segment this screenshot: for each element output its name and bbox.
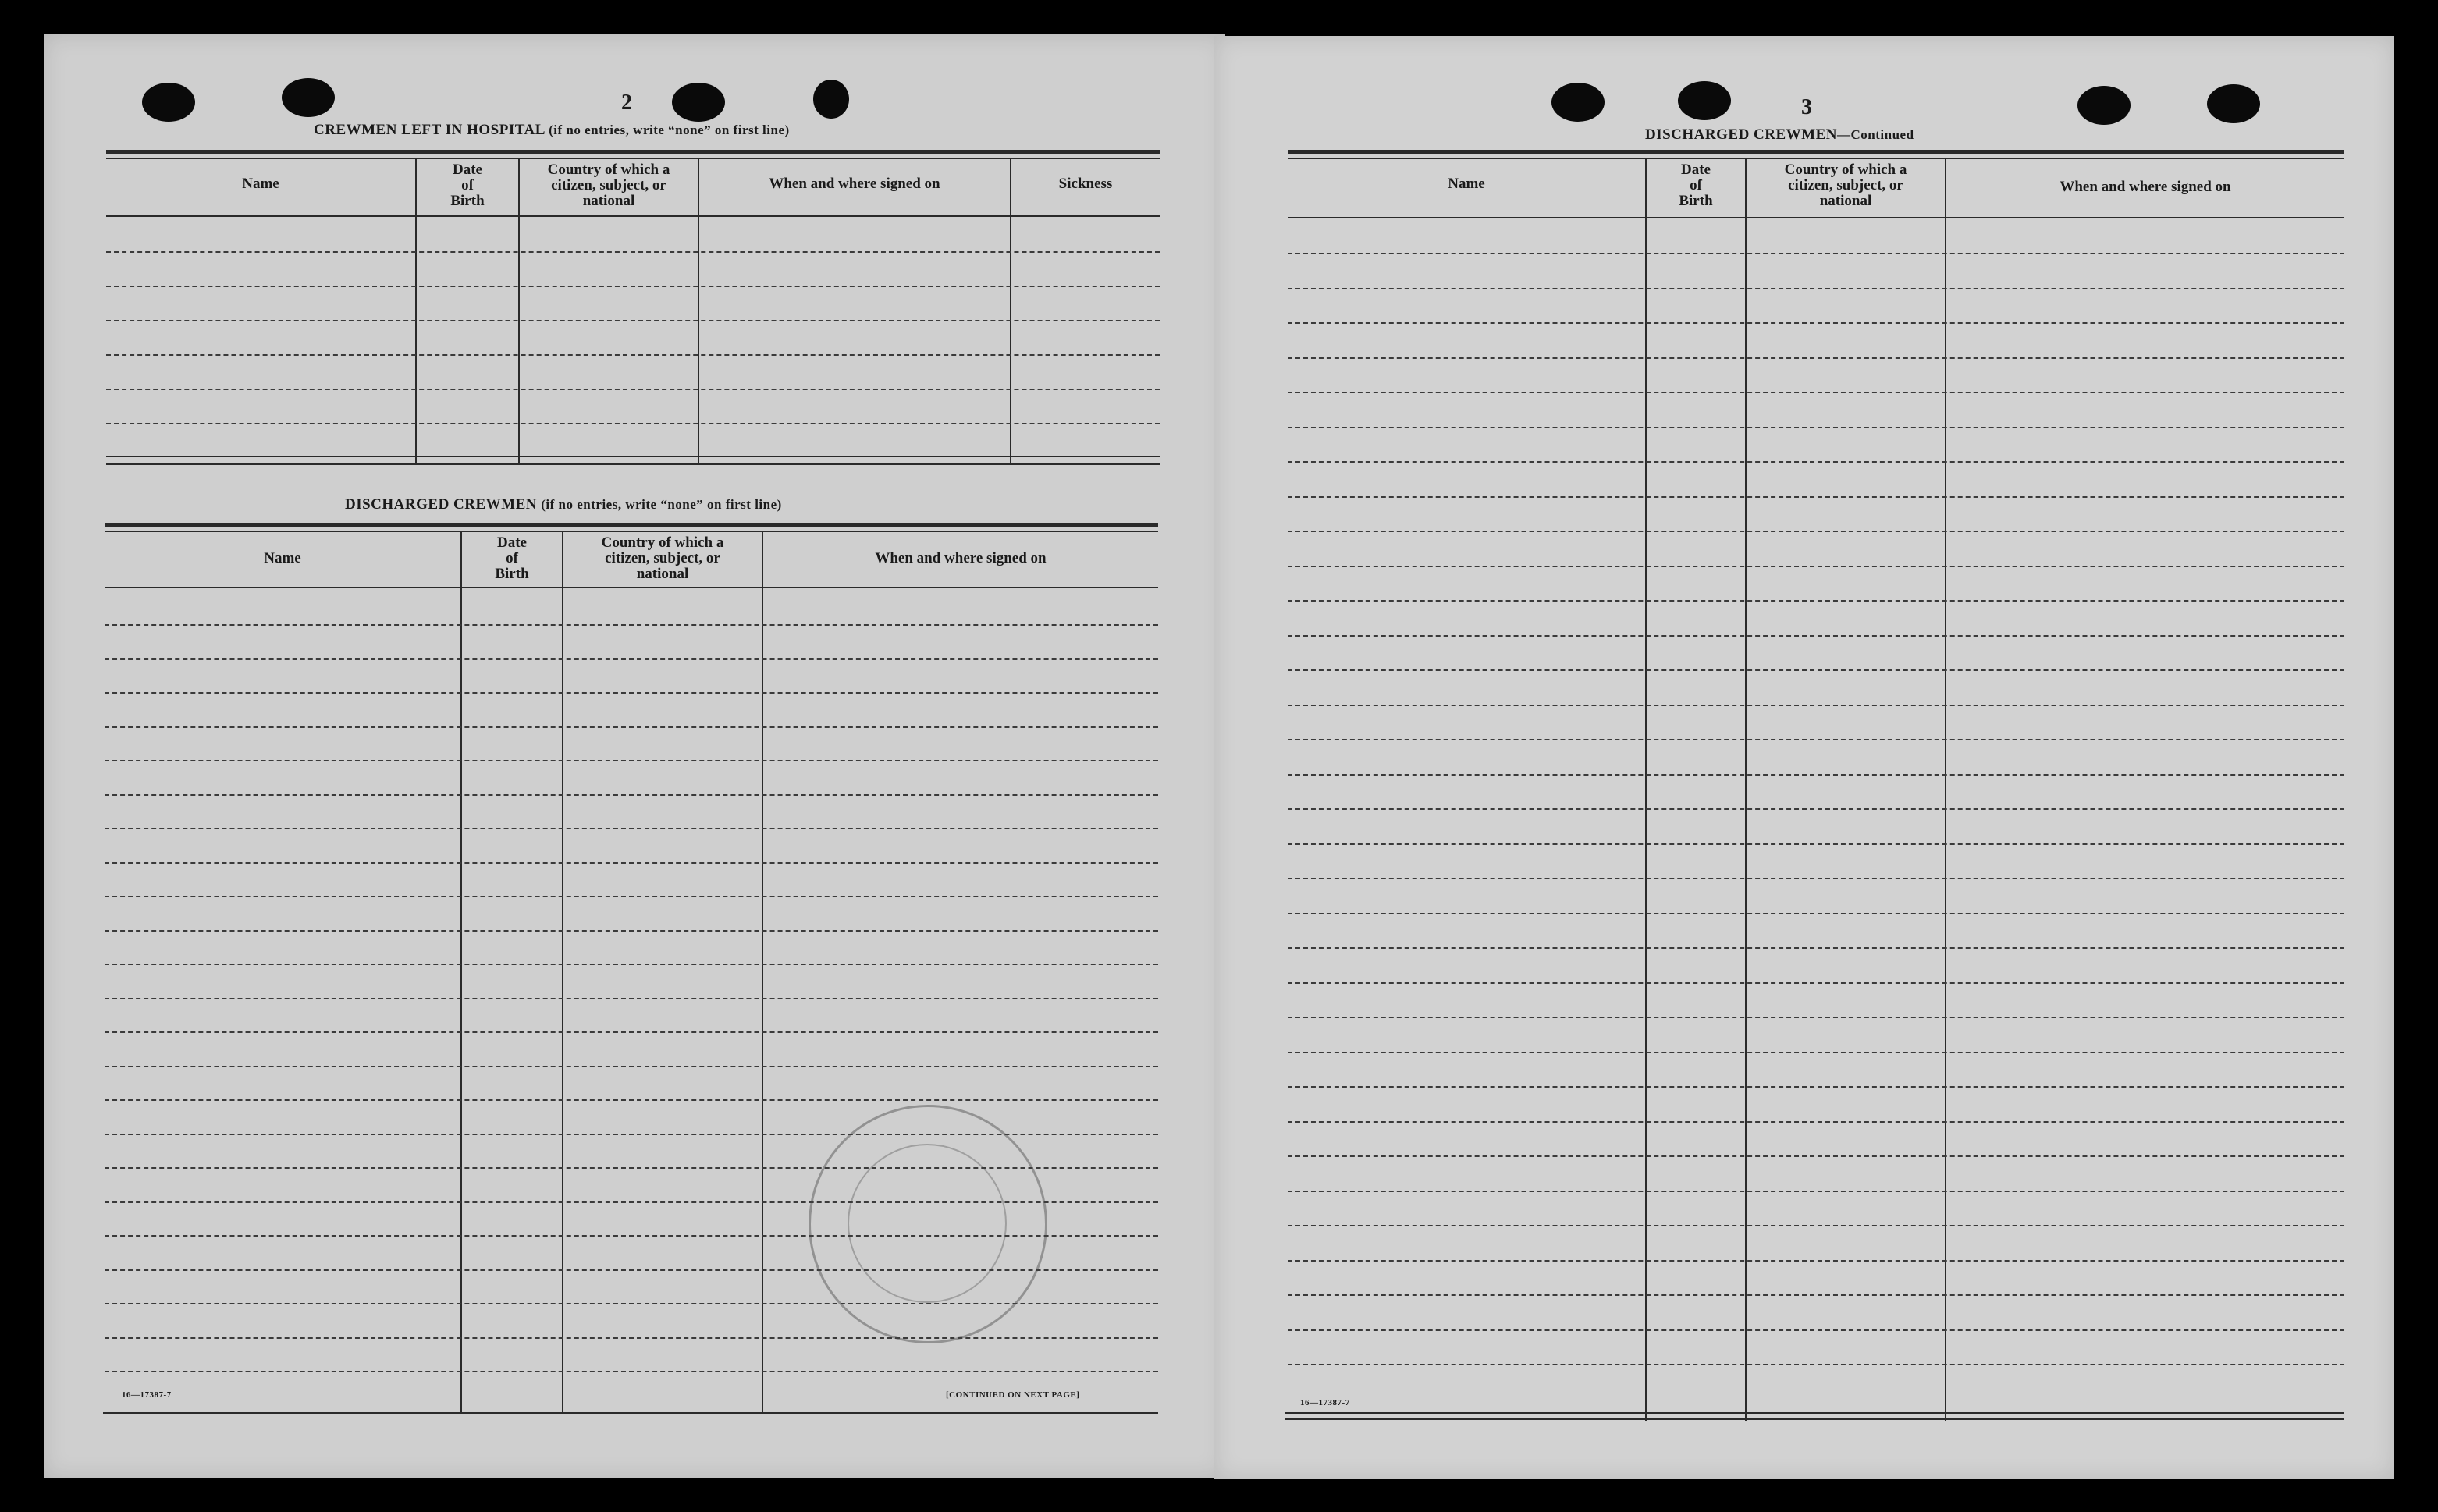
form-row-line bbox=[1288, 808, 2344, 810]
page-number: 3 bbox=[1801, 95, 1812, 119]
punch-hole bbox=[2207, 84, 2260, 123]
form-row-line bbox=[105, 998, 1158, 999]
page-number: 2 bbox=[621, 91, 632, 115]
form-row-line bbox=[105, 1337, 1158, 1339]
form-row-line bbox=[1288, 600, 2344, 602]
form-row-line bbox=[1288, 531, 2344, 532]
form-row-line bbox=[105, 828, 1158, 829]
form-row-line bbox=[1288, 1191, 2344, 1192]
form-row-line bbox=[105, 1371, 1158, 1372]
form-row-line bbox=[1288, 635, 2344, 637]
form-row-line bbox=[1288, 1260, 2344, 1262]
punch-hole bbox=[1678, 81, 1731, 120]
form-row-line bbox=[105, 692, 1158, 694]
form-row-line bbox=[1288, 357, 2344, 359]
form-row-line bbox=[105, 794, 1158, 796]
form-row-line bbox=[1288, 705, 2344, 706]
form-row-line bbox=[105, 1066, 1158, 1067]
form-row-line bbox=[105, 726, 1158, 728]
col-header-name: Name bbox=[264, 550, 301, 566]
punch-hole bbox=[672, 83, 725, 122]
stamp-inner-ring bbox=[848, 1144, 1007, 1303]
punch-hole bbox=[813, 80, 849, 119]
title-text: DISCHARGED CREWMEN bbox=[1645, 126, 1837, 143]
col-header-name: Name bbox=[242, 176, 279, 192]
form-row-line bbox=[105, 760, 1158, 761]
form-row-line bbox=[1288, 1017, 2344, 1018]
col-header-dob: Date of Birth bbox=[495, 534, 529, 582]
form-row-line bbox=[105, 1031, 1158, 1033]
punch-hole bbox=[142, 83, 195, 122]
continued-note: [CONTINUED ON NEXT PAGE] bbox=[946, 1390, 1080, 1400]
form-row-line bbox=[105, 862, 1158, 864]
form-row-line bbox=[1288, 427, 2344, 428]
section-title-hospital bbox=[314, 122, 790, 139]
form-row-line bbox=[1288, 1121, 2344, 1123]
form-row-line bbox=[1288, 982, 2344, 984]
form-row-line bbox=[1288, 1294, 2344, 1296]
section-title-discharged bbox=[345, 496, 782, 513]
form-row-line bbox=[1288, 1364, 2344, 1365]
title-note: (if no entries, write “none” on first line) bbox=[541, 497, 782, 512]
form-row-line bbox=[105, 964, 1158, 965]
title-text: CREWMEN LEFT IN HOSPITAL bbox=[314, 122, 545, 138]
form-row-line bbox=[1288, 739, 2344, 740]
form-row-line bbox=[105, 624, 1158, 626]
form-number: 16—17387-7 bbox=[1300, 1398, 1350, 1407]
form-page-left bbox=[44, 34, 1225, 1478]
form-row-line bbox=[1288, 843, 2344, 845]
form-row-line bbox=[1288, 1225, 2344, 1226]
form-row-line bbox=[1288, 461, 2344, 463]
form-row-line bbox=[1288, 1329, 2344, 1331]
section-title-discharged-continued bbox=[1645, 126, 1914, 144]
form-row-line bbox=[1288, 913, 2344, 914]
punch-hole bbox=[1551, 83, 1605, 122]
form-row-line bbox=[105, 1099, 1158, 1101]
form-row-line bbox=[1288, 392, 2344, 393]
form-row-line bbox=[1288, 566, 2344, 567]
form-number: 16—17387-7 bbox=[122, 1390, 172, 1400]
col-header-country: Country of which a citizen, subject, or national bbox=[1784, 161, 1907, 209]
form-row-line bbox=[1288, 322, 2344, 324]
form-row-line bbox=[105, 896, 1158, 897]
col-header-dob: Date of Birth bbox=[1679, 161, 1713, 209]
punch-hole bbox=[2077, 86, 2131, 125]
form-row-line bbox=[1288, 1052, 2344, 1053]
col-header-name: Name bbox=[1448, 176, 1485, 192]
form-row-line bbox=[1288, 1155, 2344, 1157]
col-header-signed-on: When and where signed on bbox=[769, 176, 940, 192]
form-row-line bbox=[1288, 253, 2344, 254]
col-header-dob: Date of Birth bbox=[450, 161, 485, 209]
title-text: DISCHARGED CREWMEN bbox=[345, 496, 537, 513]
title-note: (if no entries, write “none” on first line) bbox=[549, 122, 790, 137]
col-header-signed-on: When and where signed on bbox=[2060, 179, 2231, 195]
form-row-line bbox=[105, 930, 1158, 932]
form-row-line bbox=[1288, 878, 2344, 879]
col-header-country: Country of which a citizen, subject, or national bbox=[601, 534, 724, 582]
form-row-line bbox=[1288, 774, 2344, 776]
col-header-signed-on: When and where signed on bbox=[875, 550, 1047, 566]
form-page-right bbox=[1214, 36, 2394, 1479]
form-row-line bbox=[1288, 669, 2344, 671]
punch-hole bbox=[282, 78, 335, 117]
form-row-line bbox=[1288, 496, 2344, 498]
form-row-line bbox=[105, 658, 1158, 660]
form-row-line bbox=[1288, 947, 2344, 949]
col-header-sickness: Sickness bbox=[1058, 176, 1113, 192]
form-row-line bbox=[1288, 1086, 2344, 1088]
title-note: —Continued bbox=[1837, 127, 1914, 142]
col-header-country: Country of which a citizen, subject, or national bbox=[547, 161, 670, 209]
form-row-line bbox=[1288, 288, 2344, 289]
